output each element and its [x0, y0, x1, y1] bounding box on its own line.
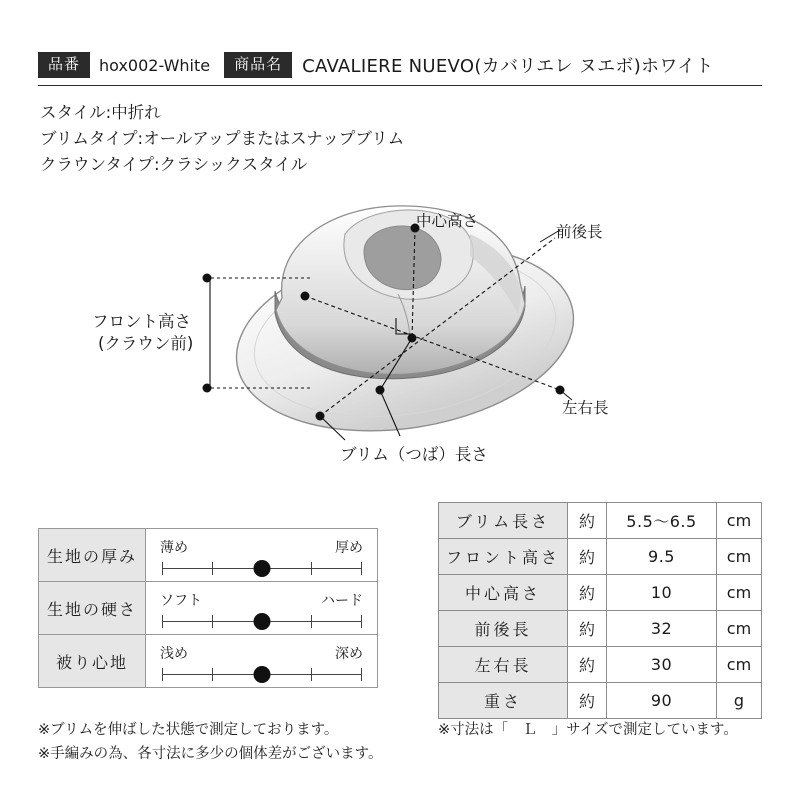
rating-label-fit: 被り心地	[39, 635, 146, 688]
measure-value-front-height: 9.5	[607, 539, 717, 575]
hat-diagram	[0, 178, 800, 478]
table-row	[439, 539, 762, 575]
measure-approx: 約	[568, 647, 607, 683]
measure-approx: 約	[568, 503, 607, 539]
feel-rating-table	[38, 528, 378, 688]
scale-tick	[162, 668, 163, 681]
scale-left-thickness: 薄め	[160, 539, 188, 556]
measure-unit: g	[717, 683, 762, 719]
scale-tick	[311, 668, 312, 681]
spec-list	[40, 100, 404, 178]
scale-tick	[162, 615, 163, 628]
spec-crown-type: クラウンタイプ:クラシックスタイル	[40, 155, 308, 174]
rating-label-thickness: 生地の厚み	[39, 529, 146, 582]
measure-approx: 約	[568, 683, 607, 719]
measure-name-front-height: フロント高さ	[439, 539, 568, 575]
rating-scale-stiffness	[146, 582, 378, 635]
scale-tick	[311, 615, 312, 628]
measure-name-weight: 重さ	[439, 683, 568, 719]
measure-value-brim-length: 5.5〜6.5	[607, 503, 717, 539]
measure-name-center-height: 中心高さ	[439, 575, 568, 611]
measure-value-center-height: 10	[607, 575, 717, 611]
table-row	[439, 611, 762, 647]
measure-name-brim-length: ブリム長さ	[439, 503, 568, 539]
scale-tick	[311, 562, 312, 575]
measure-approx: 約	[568, 539, 607, 575]
product-header	[38, 52, 714, 78]
scale-tick	[162, 562, 163, 575]
spec-style: スタイル:中折れ	[40, 103, 161, 122]
scale-tick	[361, 668, 362, 681]
measurement-table	[438, 502, 762, 719]
scale-right-thickness: 厚め	[335, 539, 363, 556]
note-brim-measurement: ※ブリムを伸ばした状態で測定しております。	[38, 722, 339, 738]
product-name-value: CAVALIERE NUEVO(カバリエレ ヌエボ)ホワイト	[302, 56, 714, 77]
scale-marker-fit	[253, 666, 270, 683]
measure-unit: cm	[717, 575, 762, 611]
header-divider	[38, 85, 762, 86]
label-center-height: 中心高さ	[416, 212, 479, 230]
label-brim-length: ブリム（つば）長さ	[340, 445, 488, 464]
label-front-height: フロント高さ	[92, 312, 191, 331]
note-size-reference: ※寸法は「 Ｌ 」サイズで測定しています。	[438, 722, 738, 738]
rating-label-stiffness: 生地の硬さ	[39, 582, 146, 635]
measure-value-weight: 90	[607, 683, 717, 719]
scale-tick	[212, 615, 213, 628]
scale-tick	[212, 562, 213, 575]
product-code-value: hox002-White	[99, 55, 211, 75]
scale-marker-thickness	[253, 560, 270, 577]
scale-marker-stiffness	[253, 613, 270, 630]
table-row	[439, 503, 762, 539]
table-row	[39, 635, 378, 688]
scale-right-fit: 深め	[335, 645, 363, 662]
rating-scale-thickness	[146, 529, 378, 582]
scale-tick	[361, 615, 362, 628]
scale-right-stiffness: ハード	[321, 592, 363, 609]
measure-unit: cm	[717, 503, 762, 539]
scale-left-stiffness: ソフト	[160, 592, 202, 609]
table-row	[39, 582, 378, 635]
measure-approx: 約	[568, 611, 607, 647]
measure-value-left-right: 30	[607, 647, 717, 683]
measure-name-front-back: 前後長	[439, 611, 568, 647]
table-row	[39, 529, 378, 582]
table-row	[439, 683, 762, 719]
product-name-label: 商品名	[224, 52, 292, 78]
rating-scale-fit	[146, 635, 378, 688]
table-row	[439, 647, 762, 683]
label-front-height-sub: (クラウン前)	[98, 334, 194, 353]
note-handmade-variance: ※手編みの為、各寸法に多少の個体差がございます。	[38, 746, 383, 762]
spec-brim-type: ブリムタイプ:オールアップまたはスナップブリム	[40, 129, 405, 148]
measure-unit: cm	[717, 647, 762, 683]
product-code-label: 品番	[38, 52, 90, 78]
label-left-right-length: 左右長	[562, 399, 609, 417]
measure-unit: cm	[717, 539, 762, 575]
scale-tick	[361, 562, 362, 575]
label-front-back-length: 前後長	[556, 223, 603, 241]
measure-approx: 約	[568, 575, 607, 611]
measure-name-left-right: 左右長	[439, 647, 568, 683]
measure-value-front-back: 32	[607, 611, 717, 647]
table-row	[439, 575, 762, 611]
scale-left-fit: 浅め	[160, 645, 188, 662]
scale-tick	[212, 668, 213, 681]
measure-unit: cm	[717, 611, 762, 647]
